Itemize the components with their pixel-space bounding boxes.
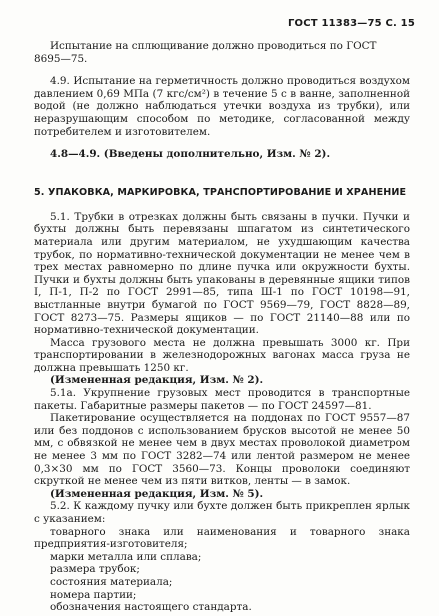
- paragraph-bend-test-cont: 8695—75.: [34, 52, 88, 65]
- list-item: номера партии;: [50, 588, 137, 601]
- paragraph-amendment-4-8: 4.8—4.9. (Введены дополнительно, Изм. № 2).: [50, 148, 331, 161]
- paragraph-packaging: Пакетирование осуществляется на поддонах по ГОСТ 9557—87 или без поддонов с использованием брусков высотой не менее 50 мм, с обвязкой не менее чем в двух местах проволокой диаметром не менее 3 мм по ГОСТ 3282—74 или лентой размером не менее 0,3×30 мм по ГОСТ 3560—73. Концы проволоки соединяют скруткой не менее чем из пяти витков, ленты — в замок.: [34, 412, 410, 488]
- paragraph-5-1: 5.1. Трубки в отрезках должны быть связаны в пучки. Пучки и бухты должны быть перевязаны шпагатом из синтетического материала или другим материалом, не ухудшающим качества трубок, по нормативно-технической документации не менее чем в трех местах равномерно по длине пучка или окружности бухты. Пучки и бухты должны быть упакованы в деревянные ящики типов I, П-1, П-2 по ГОСТ 2991—85, типа Ш-1 по ГОСТ 10198—91, выстланные внутри бумагой по ГОСТ 9569—79, ГОСТ 8828—89, ГОСТ 8273—75. Размеры ящиков — по ГОСТ 21140—88 или по нормативно-технической документации.: [34, 210, 410, 337]
- document-body: [34, 40, 410, 614]
- paragraph-amendment-5: (Измененная редакция, Изм. № 5).: [50, 487, 264, 500]
- list-item: размера трубок;: [50, 563, 140, 576]
- section-heading: 5. УПАКОВКА, МАРКИРОВКА, ТРАНСПОРТИРОВАНИЕ И ХРАНЕНИЕ: [34, 186, 407, 198]
- list-item: обозначения настоящего стандарта.: [50, 601, 252, 614]
- paragraph-bend-test-line1: Испытание на сплющивание должно проводиться по ГОСТ: [50, 40, 377, 52]
- paragraph-mass: Масса грузового места не должна превышать 3000 кг. При транспортировании в железнодорожных вагонах масса груза не должна превышать 1250 кг.: [34, 336, 410, 374]
- paragraph-5-1a: 5.1а. Укрупнение грузовых мест проводится в транспортные пакеты. Габаритные размеры пакетов — по ГОСТ 24597—81.: [34, 387, 410, 412]
- paragraph-amendment-2: (Измененная редакция, Изм. № 2).: [50, 374, 264, 387]
- paragraph-4-9: 4.9. Испытание на герметичность должно проводиться воздухом давлением 0,69 МПа (7 кгс/см²) в течение 5 с в ванне, заполненной водой (не должно наблюдаться утечки воздуха из трубки), или неразрушающим способом по методике, согласованной между потребителем и изготовителем.: [34, 75, 410, 138]
- paragraph-5-2: 5.2. К каждому пучку или бухте должен быть прикреплен ярлык с указанием:: [34, 500, 410, 525]
- list-item: состояния материала;: [50, 575, 173, 588]
- paragraph-bend-test: [34, 40, 410, 53]
- list-item: товарного знака или наименования и товарного знака предприятия-изготовителя;: [34, 525, 410, 551]
- page-header: ГОСТ 11383—75 С. 15: [287, 18, 415, 29]
- list-item: марки металла или сплава;: [50, 550, 202, 563]
